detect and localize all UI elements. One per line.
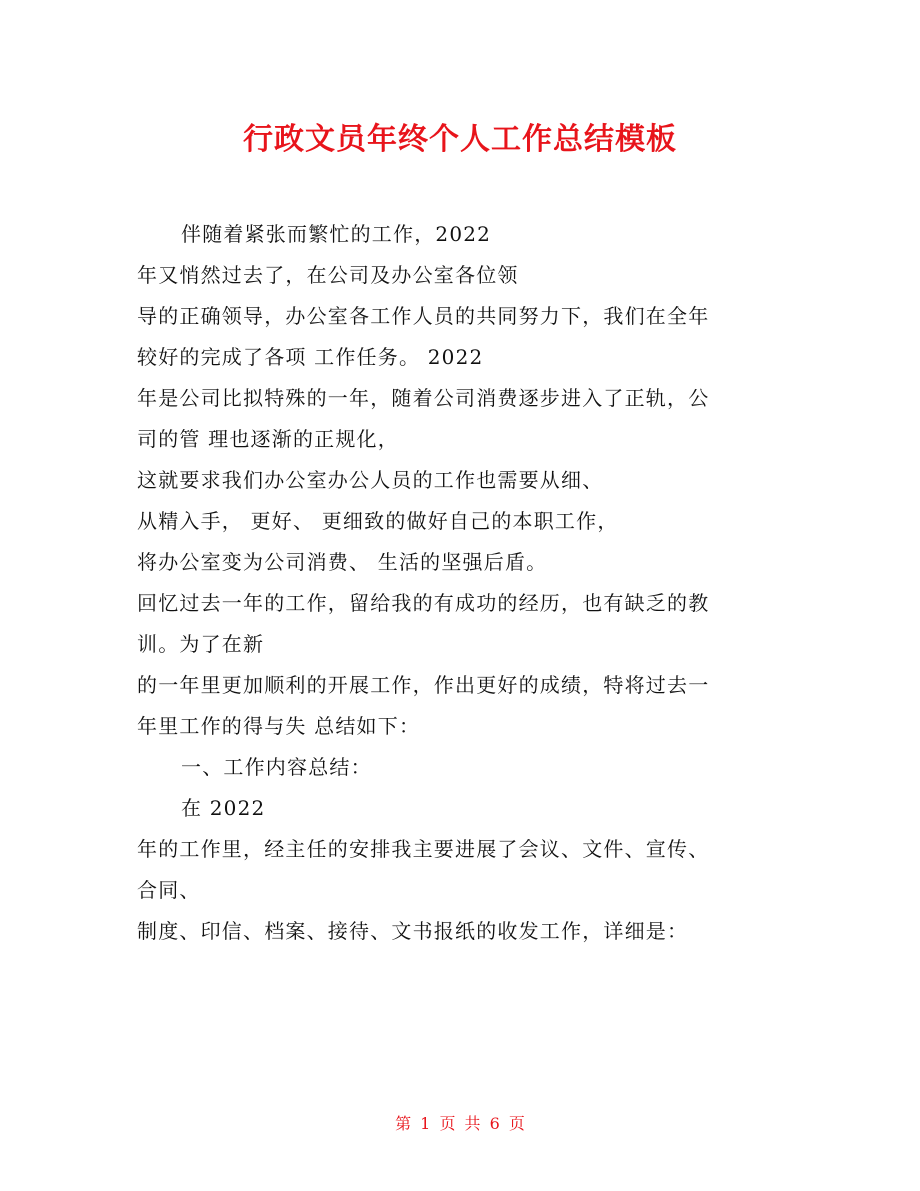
paragraph-line: 训。为了在新 — [137, 632, 265, 656]
document-title: 行政文员年终个人工作总结模板 — [243, 122, 677, 157]
paragraph-line: 这就要求我们办公室办公人员的工作也需要从细、 — [137, 468, 604, 492]
paragraph-line: 回忆过去一年的工作，留给我的有成功的经历，也有缺乏的教 — [137, 591, 710, 615]
paragraph-line: 伴随着紧张而繁忙的工作，2022 — [181, 222, 492, 246]
paragraph-line: 制度、印信、档案、接待、文书报纸的收发工作，详细是： — [137, 919, 689, 943]
paragraph-line: 年是公司比拟特殊的一年，随着公司消费逐步进入了正轨，公 — [137, 386, 710, 410]
paragraph-line: 在 2022 — [181, 796, 266, 820]
paragraph-line: 合同、 — [137, 878, 201, 902]
paragraph-line: 的一年里更加顺利的开展工作，作出更好的成绩，特将过去一 — [137, 673, 710, 697]
paragraph-line: 年的工作里，经主任的安排我主要进展了会议、文件、宣传、 — [137, 837, 710, 861]
paragraph-line: 较好的完成了各项 工作任务。 2022 — [137, 345, 484, 369]
paragraph-line: 从精入手， 更好、 更细致的做好自己的本职工作， — [137, 509, 619, 533]
paragraph-line: 导的正确领导，办公室各工作人员的共同努力下，我们在全年 — [137, 304, 710, 328]
page-footer: 第 1 页 共 6 页 — [395, 1114, 525, 1133]
paragraph-line: 将办公室变为公司消费、 生活的坚强后盾。 — [137, 550, 548, 574]
paragraph-line: 年里工作的得与失 总结如下： — [137, 714, 421, 738]
paragraph-line: 年又悄然过去了，在公司及办公室各位领 — [137, 263, 519, 287]
document-body — [137, 214, 797, 952]
paragraph-line: 司的管 理也逐渐的正规化， — [137, 427, 399, 451]
section-heading: 一、工作内容总结： — [181, 755, 372, 779]
